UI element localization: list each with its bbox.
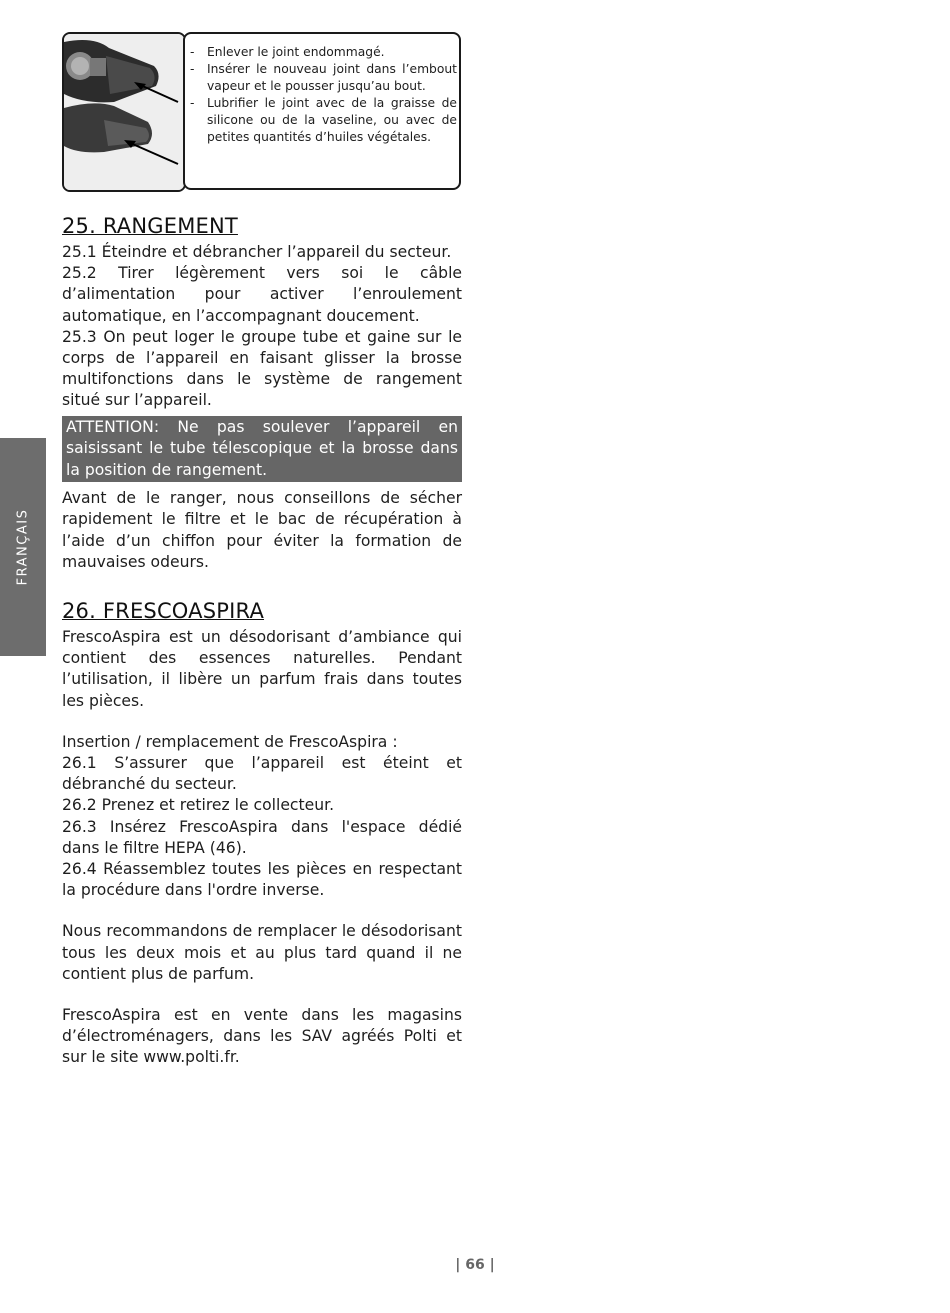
list-item: - Enlever le joint endommagé. [207, 44, 457, 61]
main-content [62, 210, 462, 1069]
availability-note: FrescoAspira est en vente dans les magasins d’électroménagers, dans les SAV agréés Polti et sur le site www.polti.fr. [62, 1005, 462, 1067]
page-number: | 66 | [455, 1257, 495, 1273]
insertion-title: Insertion / remplacement de FrescoAspira : [62, 732, 398, 751]
section-26-heading: 26. FRESCOASPIRA [62, 598, 265, 623]
spacer [62, 901, 462, 921]
step-26-2: 26.2 Prenez et retirez le collecteur. [62, 796, 335, 815]
spacer [62, 985, 462, 1005]
section-25-heading: 25. RANGEMENT [62, 214, 238, 238]
spacer [62, 712, 462, 732]
list-item: - Lubrifier le joint avec de la graisse de silicone ou de la vaseline, ou avec de petites quantités d’huiles végétales. [207, 95, 457, 146]
gasket-steps-list [185, 34, 459, 146]
step-25-2: 25.2 Tirer légèrement vers soi le câble d’alimentation pour activer l’enroulement automatique, en l’accompagnant doucement. [62, 264, 462, 325]
language-label: FRANÇAIS [15, 508, 31, 586]
gasket-instructions-box [183, 32, 461, 190]
step-26-4: 26.4 Réassemblez toutes les pièces en respectant la procédure dans l'ordre inverse. [62, 859, 462, 900]
step-25-3: 25.3 On peut loger le groupe tube et gaine sur le corps de l’appareil en faisant glisser la brosse multifonctions dans le système de rangement situé sur l’appareil. [62, 327, 462, 410]
frescoaspira-intro: FrescoAspira est un désodorisant d’ambiance qui contient des essences naturelles. Pendant l’utilisation, il libère un parfum frais dans toutes les pièces. [62, 627, 462, 710]
step-25-1: 25.1 Éteindre et débrancher l’appareil du secteur. [62, 243, 452, 261]
step-26-3: 26.3 Insérez FrescoAspira dans l'espace dédié dans le filtre HEPA (46). [62, 817, 462, 857]
warning-box: ATTENTION: Ne pas soulever l’appareil en saisissant le tube télescopique et la brosse dans la position de rangement. [62, 416, 462, 483]
steam-hose-gasket-photo [64, 34, 184, 190]
replacement-recommendation: Nous recommandons de remplacer le désodorisant tous les deux mois et au plus tard quand il ne contient plus de parfum. [62, 922, 462, 983]
storage-advice: Avant de le ranger, nous conseillons de sécher rapidement le filtre et le bac de récupération à l’aide d’un chiffon pour éviter la formation de mauvaises odeurs. [62, 489, 462, 571]
gasket-illustration [62, 32, 186, 192]
language-side-tab [0, 438, 46, 656]
spacer [62, 573, 462, 595]
step-26-1: 26.1 S’assurer que l’appareil est éteint et débranché du secteur. [62, 753, 462, 794]
list-item: - Insérer le nouveau joint dans l’embout vapeur et le pousser jusqu’au bout. [207, 61, 457, 95]
